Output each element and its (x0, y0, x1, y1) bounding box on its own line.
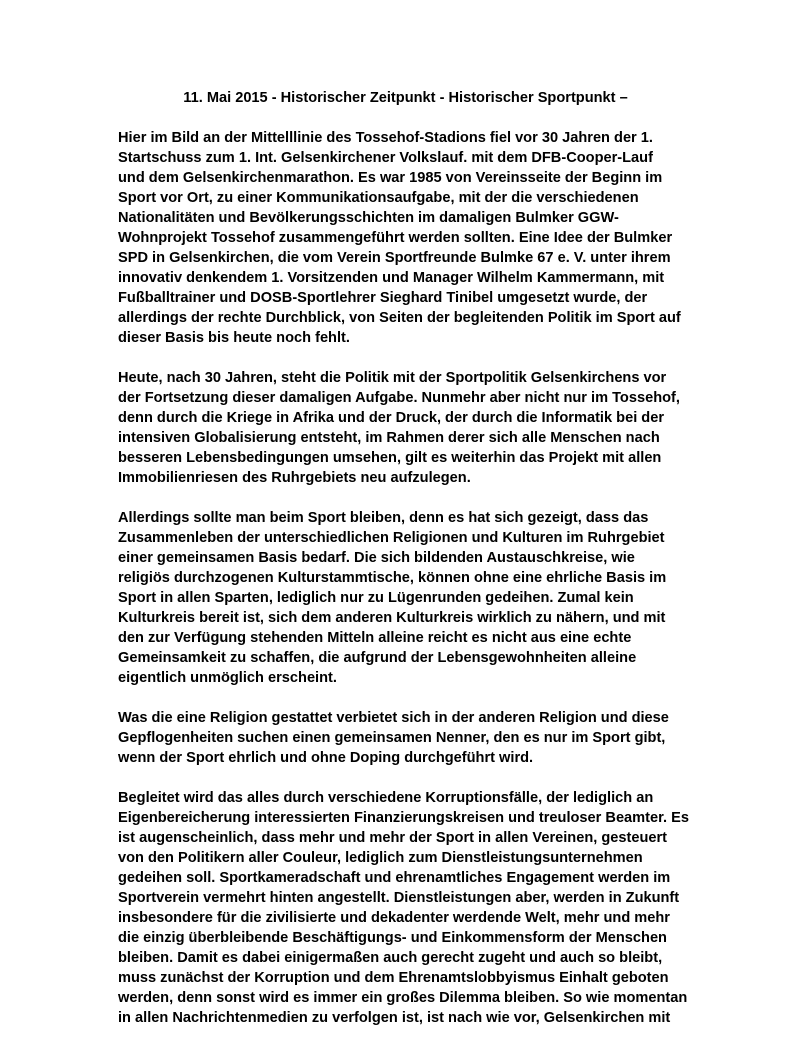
paragraph-line: die einzig überbleibende Beschäftigungs- und Einkommensform der Menschen (118, 930, 667, 946)
paragraph-line: Sportverein vermehrt hinten angestellt. Dienstleistungen aber, werden in Zukunft (118, 890, 680, 906)
paragraph-line: besseren Lebensbedingungen umsehen, gilt es weiterhin das Projekt mit allen (118, 450, 662, 466)
paragraph-line: Allerdings sollte man beim Sport bleiben, denn es hat sich gezeigt, dass das (118, 510, 649, 526)
paragraph-line: allerdings der rechte Durchblick, von Seiten der begleitenden Politik im Sport auf (118, 310, 681, 326)
paragraph-line: muss zunächst der Korruption und dem Ehrenamtslobbyismus Einhalt geboten (118, 970, 669, 986)
paragraph-line: gedeihen soll. Sportkameradschaft und ehrenamtliches Engagement werden im (118, 870, 671, 886)
paragraph-line: insbesondere für die zivilisierte und dekadenter werdende Welt, mehr und mehr (118, 910, 670, 926)
paragraph-line: Gepflogenheiten suchen einen gemeinsamen Nenner, den es nur im Sport gibt, (118, 730, 666, 746)
paragraph-line: Sport vor Ort, zu einer Kommunikationsaufgabe, mit der die verschiedenen (118, 190, 639, 206)
paragraph-line: einer gemeinsamen Basis bedarf. Die sich bildenden Austauschkreise, wie (118, 550, 635, 566)
paragraph-line: Kulturkreis bereit ist, sich dem anderen Kulturkreis wirklich zu nähern, und mit (118, 610, 666, 626)
paragraph-line: in allen Nachrichtenmedien zu verfolgen ist, ist nach wie vor, Gelsenkirchen mit (118, 1010, 671, 1026)
document-page (118, 88, 693, 1048)
paragraph-line: der Fortsetzung dieser damaligen Aufgabe. Nunmehr aber nicht nur im Tossehof, (118, 390, 680, 406)
paragraph-line: Startschuss zum 1. Int. Gelsenkirchener Volkslauf. mit dem DFB-Cooper-Lauf (118, 150, 653, 166)
paragraph-line: eigentlich unmöglich erscheint. (118, 670, 337, 686)
paragraph-line: wenn der Sport ehrlich und ohne Doping durchgeführt wird. (118, 750, 534, 766)
paragraph (118, 368, 693, 488)
paragraph-line: Gemeinsamkeit zu schaffen, die aufgrund der Lebensgewohnheiten alleine (118, 650, 637, 666)
paragraph (118, 788, 693, 1028)
paragraph-line: Was die eine Religion gestattet verbietet sich in der anderen Religion und diese (118, 710, 669, 726)
paragraph-line: Immobilienriesen des Ruhrgebiets neu aufzulegen. (118, 470, 471, 486)
paragraph-line: von den Politikern aller Couleur, lediglich zum Dienstleistungsunternehmen (118, 850, 643, 866)
paragraph-line: Sport in allen Sparten, lediglich nur zu Lügenrunden gedeihen. Zumal kein (118, 590, 634, 606)
paragraph-line: SPD in Gelsenkirchen, die vom Verein Sportfreunde Bulmke 67 e. V. unter ihrem (118, 250, 671, 266)
paragraph-line: dieser Basis bis heute noch fehlt. (118, 330, 350, 346)
paragraph-line: den zur Verfügung stehenden Mitteln alleine reicht es nicht aus eine echte (118, 630, 632, 646)
paragraph-line: Hier im Bild an der Mittelllinie des Tossehof-Stadions fiel vor 30 Jahren der 1. (118, 130, 653, 146)
paragraph-line: Heute, nach 30 Jahren, steht die Politik mit der Sportpolitik Gelsenkirchens vor (118, 370, 667, 386)
paragraph-line: intensiven Globalisierung entsteht, im Rahmen derer sich alle Menschen nach (118, 430, 660, 446)
paragraph-line: und dem Gelsenkirchenmarathon. Es war 1985 von Vereinsseite der Beginn im (118, 170, 663, 186)
paragraph (118, 708, 693, 768)
paragraph-line: ist augenscheinlich, dass mehr und mehr der Sport in allen Vereinen, gesteuert (118, 830, 668, 846)
paragraph (118, 128, 693, 348)
paragraph-line: Eigenbereicherung interessierten Finanzierungskreisen und treuloser Beamter. Es (118, 810, 689, 826)
paragraph-line: bleiben. Damit es dabei einigermaßen auch gerecht zugeht und auch so bleibt, (118, 950, 663, 966)
paragraph (118, 508, 693, 688)
paragraph-line: religiös durchzogenen Kulturstammtische, können ohne eine ehrliche Basis im (118, 570, 667, 586)
paragraph-line: werden, denn sonst wird es immer ein großes Dilemma bleiben. So wie momentan (118, 990, 688, 1006)
document-title: 11. Mai 2015 - Historischer Zeitpunkt - Historischer Sportpunkt – (183, 90, 628, 106)
paragraph-line: Nationalitäten und Bevölkerungsschichten im damaligen Bulmker GGW- (118, 210, 619, 226)
document-body (118, 128, 693, 1028)
paragraph-line: Zusammenleben der unterschiedlichen Religionen und Kulturen im Ruhrgebiet (118, 530, 665, 546)
paragraph-line: Fußballtrainer und DOSB-Sportlehrer Sieghard Tinibel umgesetzt wurde, der (118, 290, 648, 306)
paragraph-line: denn durch die Kriege in Afrika und der Druck, der durch die Informatik bei der (118, 410, 665, 426)
paragraph-line: Begleitet wird das alles durch verschiedene Korruptionsfälle, der lediglich an (118, 790, 654, 806)
paragraph-line: innovativ denkendem 1. Vorsitzenden und Manager Wilhelm Kammermann, mit (118, 270, 665, 286)
paragraph-line: Wohnprojekt Tossehof zusammengeführt werden sollten. Eine Idee der Bulmker (118, 230, 673, 246)
